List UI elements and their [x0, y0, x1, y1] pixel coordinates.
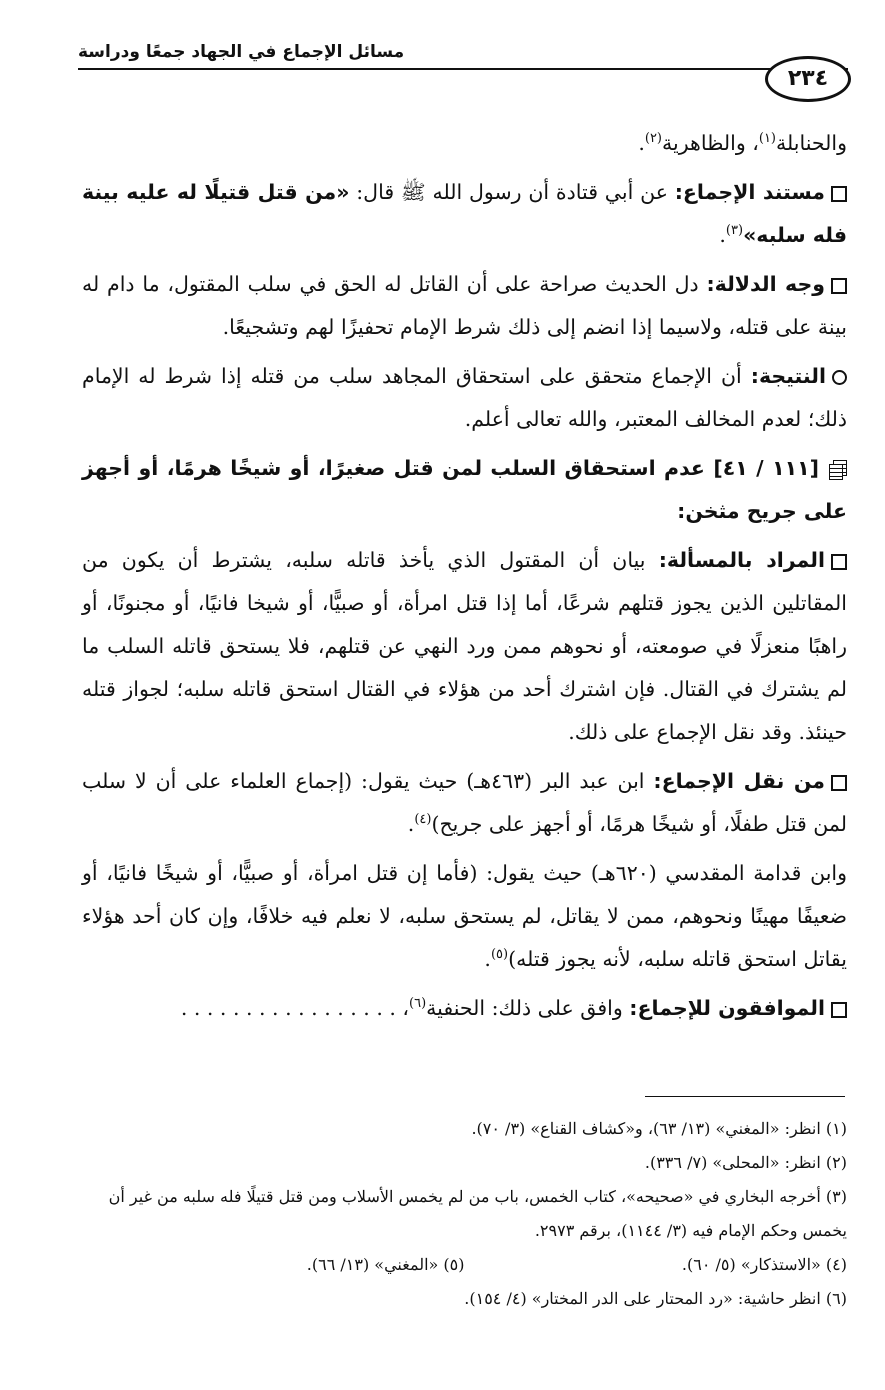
- paragraph-ibn-qudama: [82, 852, 847, 981]
- section-label: الموافقون للإجماع:: [629, 996, 825, 1020]
- section-label: من نقل الإجماع:: [653, 769, 826, 793]
- section-label: المراد بالمسألة:: [658, 548, 825, 572]
- footnote-6: (٦) انظر حاشية: «رد المحتار على الدر المختار» (٤/ ١٥٤).: [464, 1289, 847, 1308]
- footnote-1: (١) انظر: «المغني» (١٣/ ٦٣)، و«كشاف القناع» (٣/ ٧٠).: [471, 1119, 847, 1138]
- text: .: [719, 223, 726, 247]
- circle-bullet-icon: [832, 370, 847, 385]
- square-bullet-icon: [831, 1002, 847, 1018]
- footnote-ref: (٦): [409, 996, 427, 1012]
- square-bullet-icon: [831, 186, 847, 202]
- text: ، والظاهرية: [662, 131, 759, 155]
- footnote-row: [82, 1248, 847, 1282]
- footnote-5: (٥) «المغني» (١٣/ ٦٦).: [306, 1255, 465, 1274]
- footnote-3: (٣) أخرجه البخاري في «صحيحه»، كتاب الخمس، باب من لم يخمس الأسلاب ومن قتل قتيلًا فله سلبه من غير أن يخمس وحكم الإمام فيه (٣/ ١١٤٤)، برقم ٢٩٧٣.: [108, 1187, 847, 1240]
- footnote-ref: (٤): [414, 812, 432, 828]
- square-bullet-icon: [831, 775, 847, 791]
- paragraph-transmitters: [82, 760, 847, 846]
- paragraph-meaning: [82, 539, 847, 754]
- text: .: [407, 812, 415, 836]
- text: .: [484, 947, 491, 971]
- footnote-ref: (١): [758, 131, 776, 147]
- hadith-quote: «من قتل قتيلًا له عليه بينة فله سلبه»: [82, 180, 847, 247]
- square-bullet-icon: [831, 554, 847, 570]
- page-header: [78, 40, 848, 70]
- paragraph-agreeing: [82, 987, 847, 1030]
- text: وابن قدامة المقدسي (٦٢٠هـ) حيث يقول: (فأما إن قتل امرأة، أو صبيًّا، أو شيخًا فانيًا، أو ضعيفًا مهينًا ونحوهم، ممن لا يقاتل، لم يستحق سلبه، لا نعلم فيه خلافًا، وإن كان أحد هؤلاء يقاتل استحق قاتله سلبه، لأنه يجوز قتله): [82, 861, 847, 971]
- footnote-4: (٤) «الاستذكار» (٥/ ٦٠).: [681, 1255, 847, 1274]
- paragraph-result: [82, 355, 847, 441]
- text: ابن عبد البر (٤٦٣هـ) حيث يقول: (إجماع العلماء على أن لا سلب لمن قتل طفلًا، أو شيخًا هرمًا، أو أجهز على جريح): [82, 769, 847, 836]
- running-title: مسائل الإجماع في الجهاد جمعًا ودراسة: [78, 42, 405, 62]
- text: والحنابلة: [776, 131, 847, 155]
- footnote-2: (٢) انظر: «المحلى» (٧/ ٣٣٦).: [644, 1153, 847, 1172]
- page-number: ٢٣٤: [765, 56, 851, 102]
- leader-dots: ، . . . . . . . . . . . . . . . . .: [180, 996, 410, 1020]
- footnotes: [82, 1112, 847, 1316]
- issue-title: [١١١ / ٤١] عدم استحقاق السلب لمن قتل صغيرًا، أو شيخًا هرمًا، أو أجهز على جريح مثخن:: [82, 456, 847, 523]
- text: وافق على ذلك: الحنفية: [426, 996, 630, 1020]
- footnote-ref: (٥): [490, 947, 509, 963]
- issue-heading: [82, 447, 847, 533]
- main-text: [82, 122, 847, 1035]
- section-label: النتيجة:: [750, 364, 826, 388]
- text: عن أبي قتادة أن رسول الله ﷺ قال:: [349, 180, 675, 204]
- paragraph-hanabila: [82, 122, 847, 165]
- text: دل الحديث صراحة على أن القاتل له الحق في سلب المقتول، ما دام له بينة على قتله، ولاسيما إذا انضم إلى ذلك شرط الإمام تحفيزًا لهم وتشجيعًا.: [82, 272, 847, 339]
- section-label: وجه الدلالة:: [706, 272, 825, 296]
- square-bullet-icon: [831, 278, 847, 294]
- section-label: مستند الإجماع:: [674, 180, 825, 204]
- paragraph-evidence: [82, 171, 847, 257]
- footnote-ref: (٢): [644, 131, 662, 147]
- paragraph-inference: [82, 263, 847, 349]
- text: .: [638, 131, 645, 155]
- documents-icon: [829, 460, 847, 480]
- footnote-ref: (٣): [725, 223, 744, 239]
- text: أن الإجماع متحقق على استحقاق المجاهد سلب من قتله إذا شرط له الإمام ذلك؛ لعدم المخالف المعتبر، والله تعالى أعلم.: [82, 364, 847, 431]
- text: بيان أن المقتول الذي يأخذ قاتله سلبه، يشترط أن يكون من المقاتلين الذين يجوز قتلهم شرعًا، أما إذا قتل امرأة، أو صبيًّا، أو شيخا فانيًا، أو مجنونًا، أو راهبًا منعزلًا في صومعته، أو نحوهم ممن ورد النهي عن قتلهم، فلا يستحق قاتله السلب ما لم يشترك في القتال. فإن اشترك أحد من هؤلاء في القتال استحق قاتله سلبه؛ لجواز قتله حينئذ. وقد نقل الإجماع على ذلك.: [82, 548, 847, 744]
- footnote-divider: [645, 1096, 845, 1097]
